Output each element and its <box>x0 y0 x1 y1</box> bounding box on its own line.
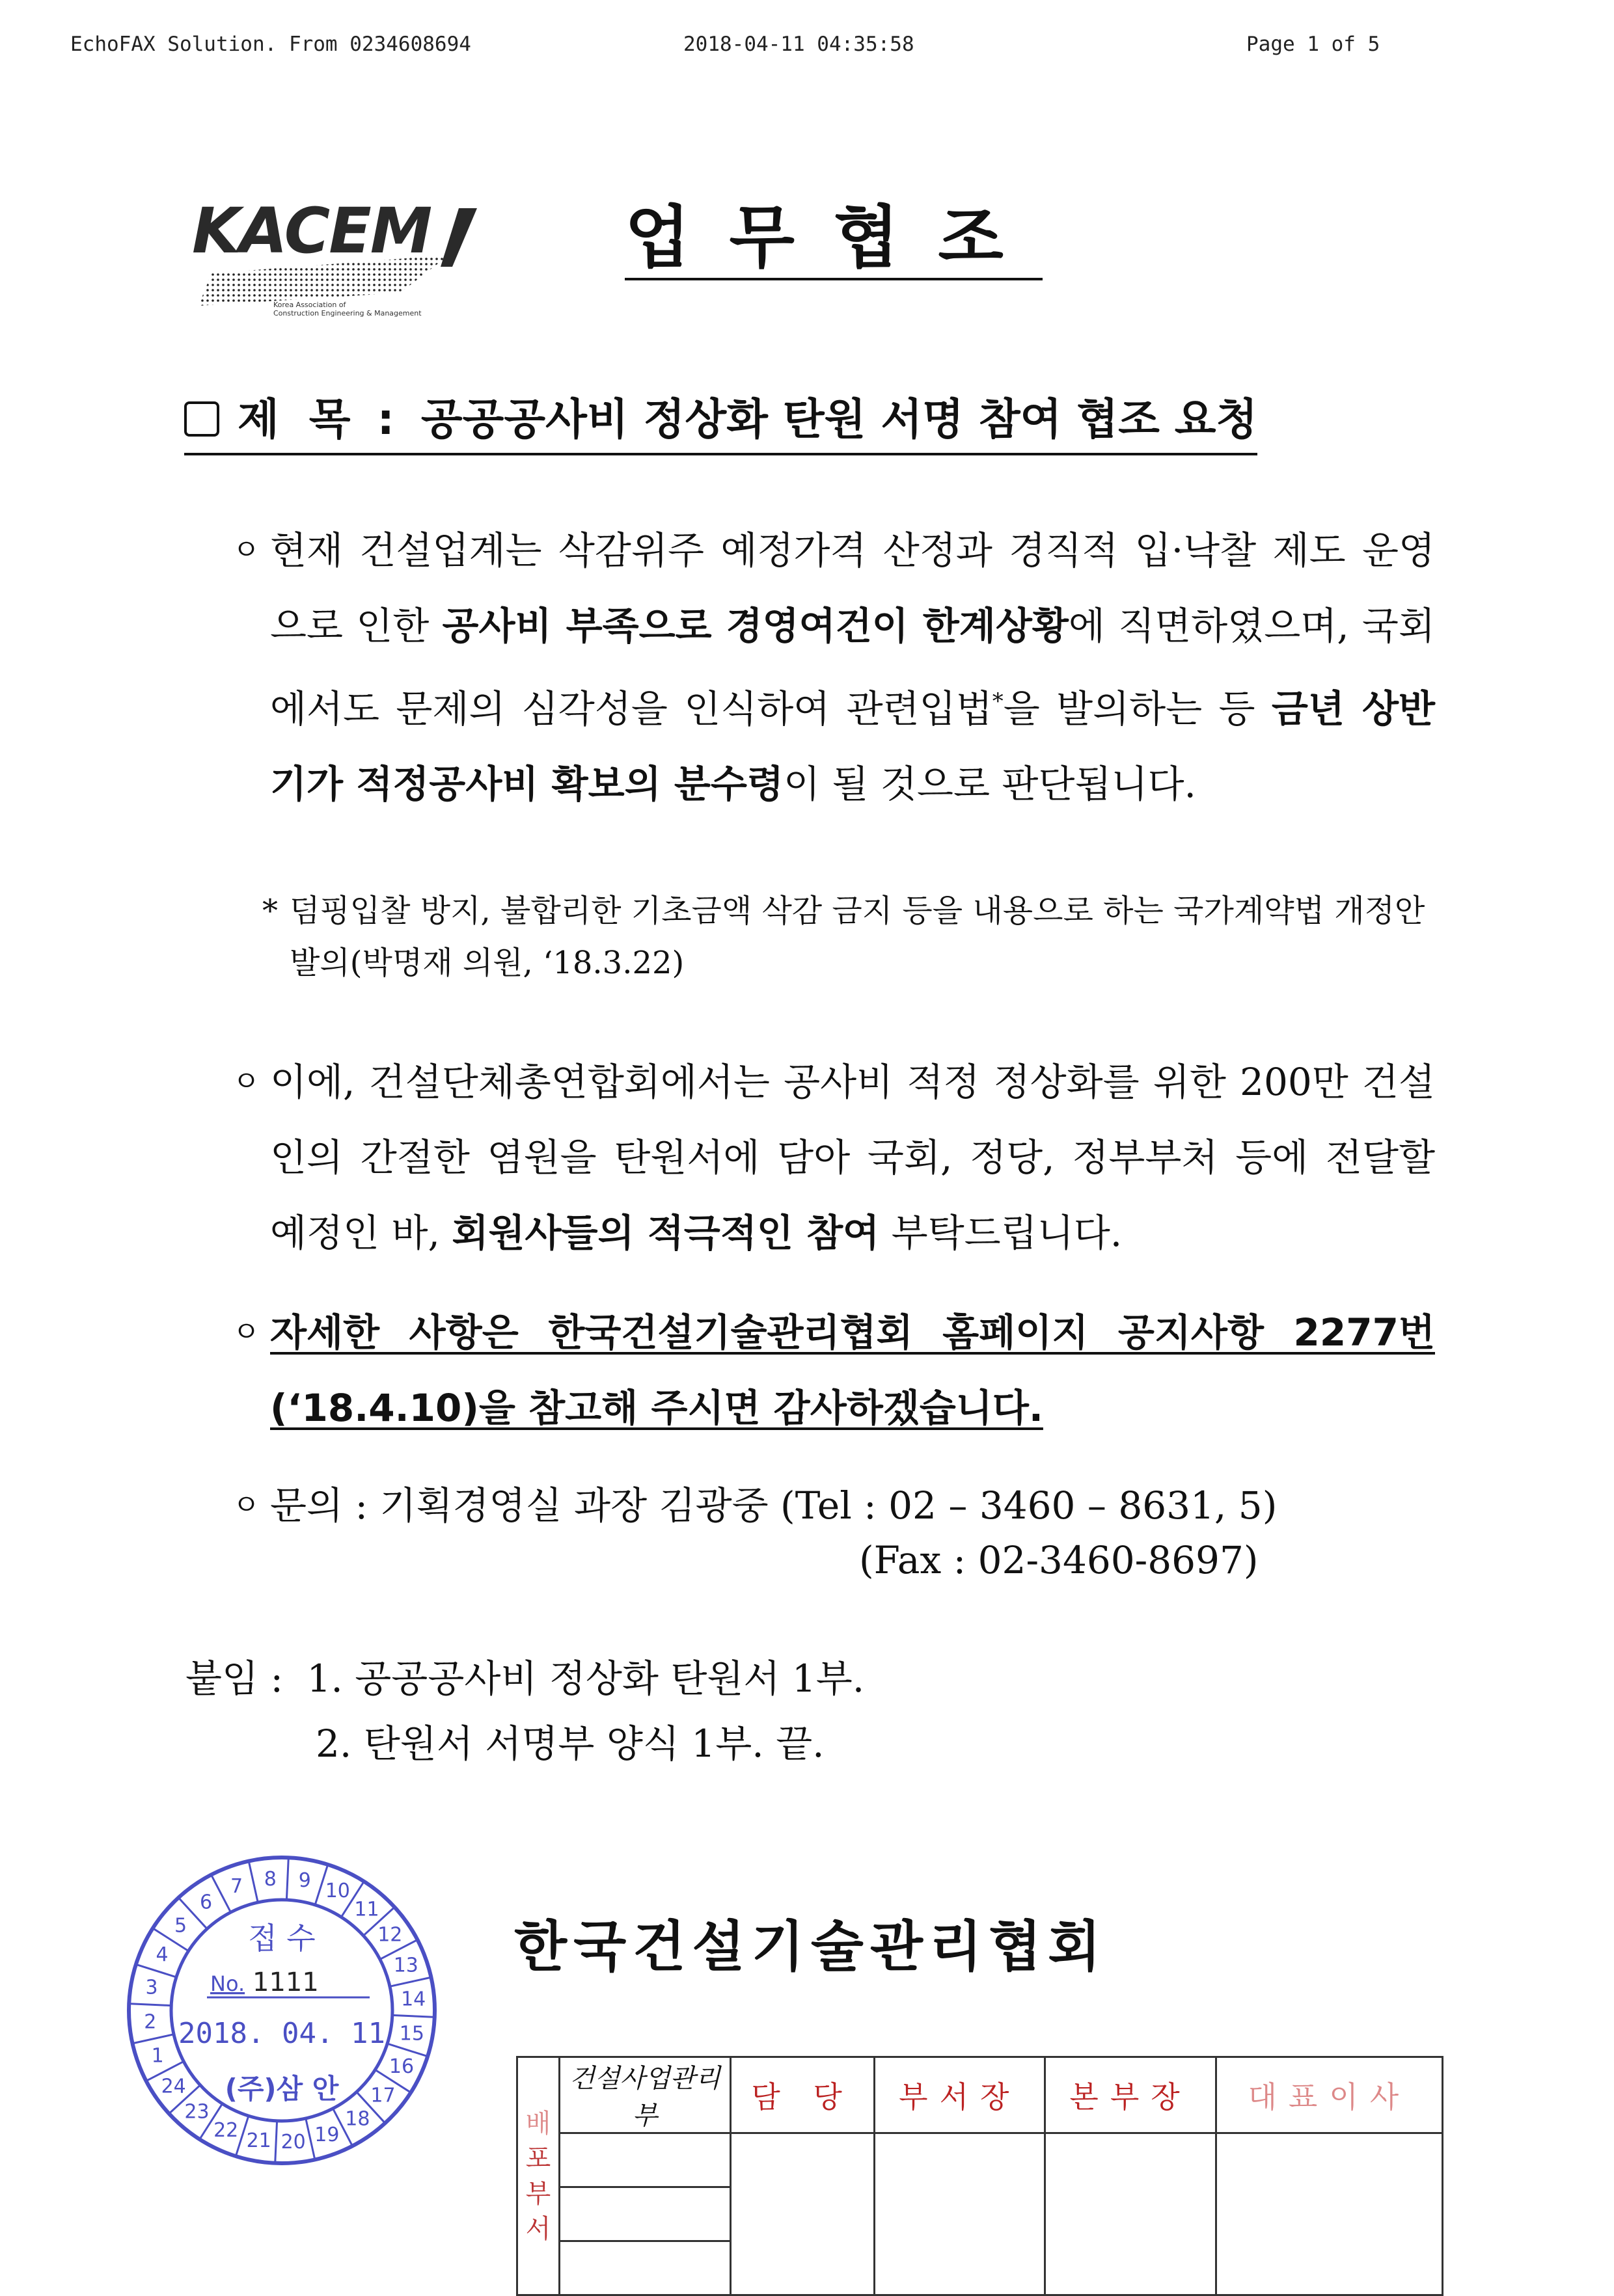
p1-text-1: 현재 건설업계는 삭감위주 예정가격 산정과 경직적 입·낙찰 제도 운영으로 인한 <box>270 528 1435 648</box>
fax-page: Page 1 of 5 <box>1246 33 1380 56</box>
receipt-stamp-graphic <box>122 1851 441 2170</box>
stamp-ring-number: 13 <box>393 1954 418 1977</box>
stamp-ring-divider <box>275 2122 277 2162</box>
p1-footnote-mark: * <box>992 688 1004 714</box>
logo-caption-2: Construction Engineering & Management <box>273 309 422 317</box>
p3-text: 자세한 사항은 한국건설기술관리협회 홈페이지 공지사항 2277번 (‘18.4.10)을 참고해 주시면 감사하겠습니다. <box>270 1310 1435 1430</box>
paragraph-1 <box>232 513 1436 822</box>
document-title: 업무협조 <box>625 198 1043 280</box>
stamp-ring-number: 17 <box>370 2084 396 2107</box>
stamp-ring-number: 11 <box>354 1898 379 1921</box>
fax-header <box>0 33 1614 65</box>
sign-cell-staff <box>731 2133 875 2295</box>
stamp-ring-number: 16 <box>389 2055 415 2078</box>
receipt-stamp <box>122 1851 441 2170</box>
p2-text-2: 부탁드립니다. <box>879 1211 1123 1255</box>
dist-cell <box>560 2241 731 2295</box>
stamp-ring-number: 5 <box>174 1914 187 1938</box>
stamp-ring-number: 8 <box>264 1867 277 1891</box>
header-staff: 담 당 <box>731 2057 875 2133</box>
stamp-ring-divider <box>130 2004 170 2006</box>
stamp-ring-number: 24 <box>161 2075 186 2098</box>
stamp-ring-divider <box>212 1876 230 1911</box>
stamp-ring-divider <box>391 1978 430 1986</box>
kacem-logo <box>185 195 491 319</box>
p1-bold-1: 공사비 부족으로 경영여건이 한계상황 <box>442 604 1069 648</box>
stamp-ring-number: 4 <box>156 1943 169 1967</box>
stamp-ring-divider <box>134 2034 173 2043</box>
stamp-ring-divider <box>137 1965 175 1977</box>
p1-bold-2: 금년 상반기가 적정공사비 확보의 분수령 <box>270 686 1436 807</box>
fax-sender: EchoFAX Solution. From 0234608694 <box>70 33 471 56</box>
stamp-ring-number: 6 <box>200 1891 213 1914</box>
checkbox-square-icon <box>184 401 219 437</box>
fax-datetime: 2018-04-11 04:35:58 <box>683 33 914 56</box>
stamp-heading: 접 수 <box>248 1921 316 1956</box>
contact <box>232 1478 1435 1587</box>
dist-cell <box>560 2187 731 2241</box>
distribution-side-label: 배 포 부 서 <box>517 2057 560 2295</box>
bullet-icon: ㅇ <box>232 1065 260 1098</box>
attachment-item-1: 1. 공공공사비 정상화 탄원서 1부. <box>307 1656 865 1701</box>
stamp-ring-number: 22 <box>213 2119 239 2142</box>
organization-name: 한국건설기술관리협회 <box>514 1915 1108 1979</box>
logo-wordmark: KACEM <box>192 195 431 267</box>
logo-caption-1: Korea Association of <box>273 301 346 309</box>
stamp-no-value: 1111 <box>253 1967 319 1997</box>
p2-text-1: 이에, 건설단체총연합회에서는 공사비 적정 정상화를 위한 200만 건설인의 간절한 염원을 탄원서에 담아 국회, 정당, 정부부처 등에 전달할 예정인 바, <box>270 1060 1435 1255</box>
stamp-no-label: No. <box>210 1971 245 1996</box>
stamp-ring-number: 20 <box>280 2131 306 2154</box>
p1-text-2: 에 직면하였으며, 국회에서도 문제의 심각성을 인식하여 관련입법 <box>270 604 1435 731</box>
p1-text-4: 이 될 것으로 판단됩니다. <box>783 762 1196 807</box>
sign-cell-ceo <box>1216 2133 1442 2295</box>
p2-bold-1: 회원사들의 적극적인 참여 <box>452 1211 880 1255</box>
contact-line-2: (Fax : 02-3460-8697) <box>859 1538 1259 1582</box>
dist-cell <box>560 2133 731 2187</box>
paragraph-2 <box>232 1044 1435 1271</box>
stamp-ring-divider <box>389 2044 426 2056</box>
stamp-ring-number: 18 <box>345 2107 370 2131</box>
bullet-icon: ㅇ <box>232 1316 260 1349</box>
stamp-ring-number: 7 <box>230 1875 243 1898</box>
sign-cell-dept-head <box>875 2133 1045 2295</box>
header-dept-head: 부서장 <box>875 2057 1045 2133</box>
stamp-ring-number: 14 <box>401 1988 426 2011</box>
stamp-ring-number: 23 <box>184 2100 210 2124</box>
stamp-ring-divider <box>249 1863 258 1902</box>
stamp-ring-divider <box>306 2120 314 2159</box>
stamp-ring-number: 9 <box>298 1869 311 1893</box>
footnote-text: 덤핑입찰 방지, 불합리한 기초금액 삭감 금지 등을 내용으로 하는 국가계약법 개정안 발의(박명재 의원, ‘18.3.22) <box>290 893 1425 981</box>
contact-line-1: 문의 : 기획경영실 과장 김광중 (Tel : 02 – 3460 – 8631, 5) <box>270 1483 1278 1528</box>
header-division-head: 본부장 <box>1045 2057 1216 2133</box>
stamp-ring-divider <box>394 2016 433 2018</box>
attachment-item-2: 2. 탄원서 서명부 양식 1부. 끝. <box>316 1722 825 1766</box>
paragraph-3 <box>232 1295 1435 1446</box>
stamp-ring-number: 1 <box>151 2044 164 2068</box>
header-ceo: 대표이사 <box>1216 2057 1442 2133</box>
subject-separator: : <box>377 394 394 444</box>
stamp-ring-number: 2 <box>144 2010 157 2034</box>
distribution-table <box>516 2056 1443 2296</box>
distribution-handwritten-dept: 건설사업관리부 <box>560 2057 731 2133</box>
stamp-company: (주)삼 안 <box>225 2073 339 2105</box>
subject-label: 제 목 <box>238 394 351 444</box>
stamp-ring-number: 10 <box>325 1880 350 1902</box>
p1-text-3: 을 발의하는 등 <box>1003 686 1272 731</box>
bullet-icon: ㅇ <box>232 1489 260 1522</box>
stamp-ring-divider <box>287 1859 289 1898</box>
subject-line <box>184 390 1257 455</box>
sign-cell-division-head <box>1045 2133 1216 2295</box>
attachments-label: 붙임 : <box>185 1656 284 1701</box>
footnote <box>262 885 1435 989</box>
footnote-marker: * <box>262 893 278 929</box>
stamp-ring-number: 21 <box>246 2129 271 2152</box>
stamp-ring-number: 19 <box>314 2123 340 2146</box>
subject-text: 공공공사비 정상화 탄원 서명 참여 협조 요청 <box>420 394 1258 444</box>
attachments <box>185 1646 864 1776</box>
stamp-ring-number: 3 <box>145 1976 158 1999</box>
bullet-icon: ㅇ <box>232 533 260 567</box>
stamp-ring-number: 15 <box>399 2022 424 2046</box>
stamp-date: 2018. 04. 11 <box>178 2017 385 2050</box>
stamp-ring-number: 12 <box>377 1923 403 1947</box>
